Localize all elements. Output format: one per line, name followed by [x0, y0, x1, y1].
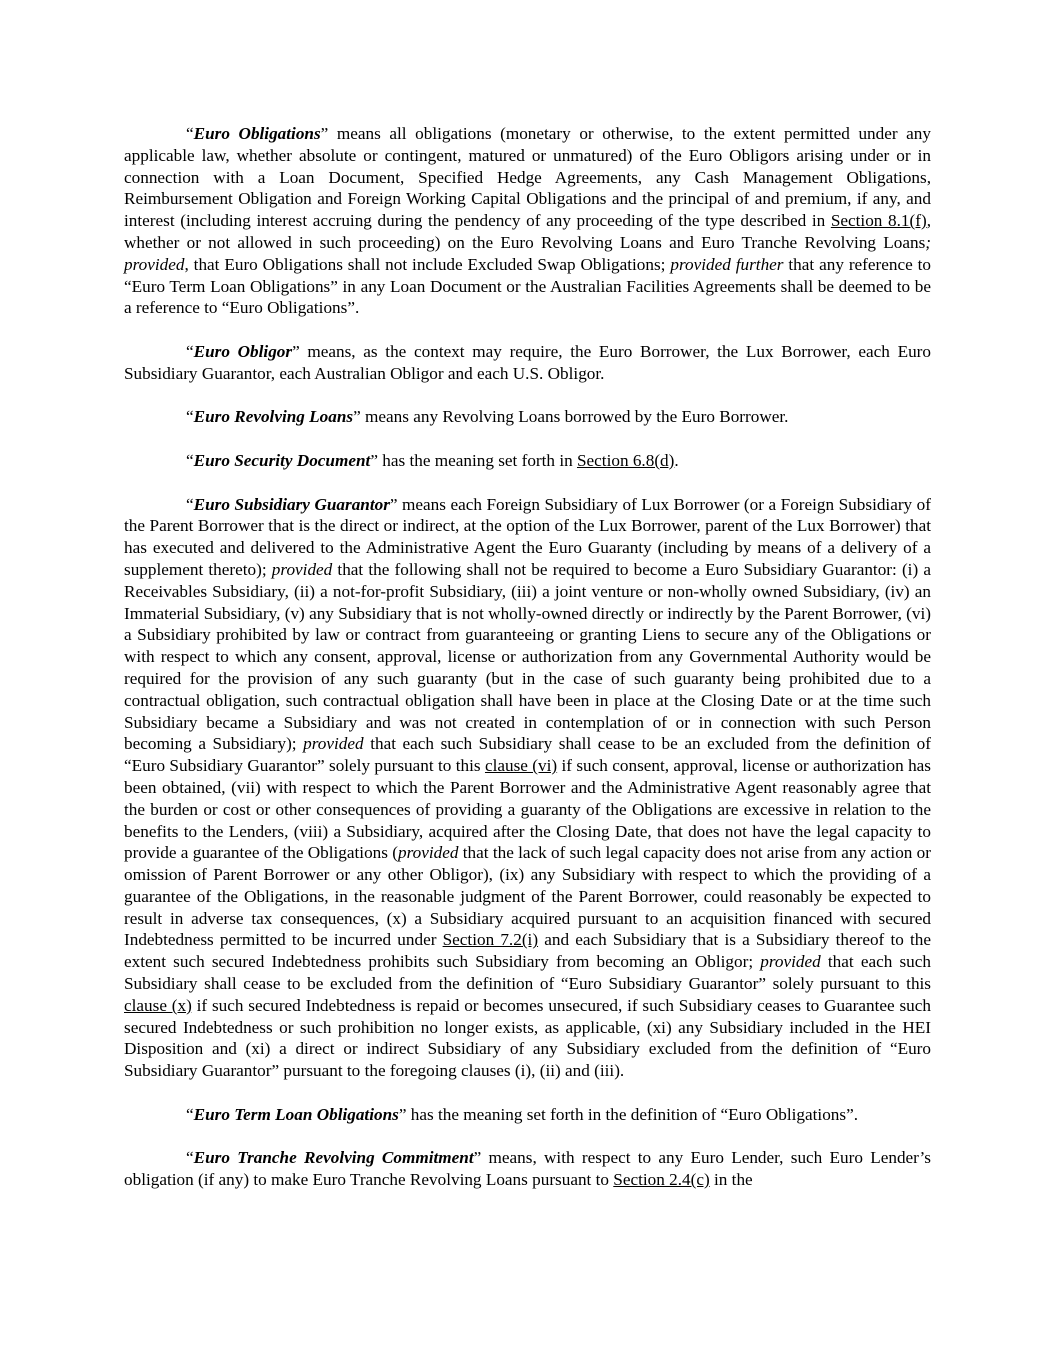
- definition-text: that any reference to “Euro Term Loan Obligations” in any Loan Document or the Australian Facilities Agreements shall be deemed to be a reference to “Euro Obligations”.: [124, 254, 932, 318]
- proviso-text: provided: [397, 843, 459, 863]
- clause-reference: clause (x): [124, 995, 192, 1015]
- definition-text: and each Subsidiary that is a Subsidiary thereof to the extent such secured Indebtedness prohibits such Subsidiary from becoming an Obligor;: [124, 930, 931, 972]
- defined-term: Euro Obligor: [193, 341, 293, 361]
- definition-text: if such consent, approval, license or authorization has been obtained, (vii) with respect to which the Parent Borrower and the Administrative Agent reasonably agree that the burden or cost or other consequences of providing a guaranty of the Obligations are excessive in relation to the benefits to the Lenders, (viii) a Subsidiary, acquired after the Closing Date, that does not have the legal capacity to provide a guarantee of the Obligations (: [124, 756, 931, 863]
- proviso-text: provided: [303, 734, 364, 754]
- definition-text: .: [674, 450, 679, 470]
- definition-text: ” has the meaning set forth in: [370, 450, 577, 470]
- proviso-text: ; provided: [124, 232, 931, 274]
- definition-euro-term-loan-obligations: “Euro Term Loan Obligations” has the meaning set forth in the definition of “Euro Obligations”.: [186, 1104, 858, 1124]
- defined-term: Euro Subsidiary Guarantor: [193, 494, 390, 514]
- definition-text: that the following shall not be required to become a Euro Subsidiary Guarantor: (i) a Receivables Subsidiary, (ii) a not-for-profit Subsidiary, (iii) a joint venture or non-wholly owned Subsidiary, (iv) an Immaterial Subsidiary, (v) any Subsidiary that is not wholly-owned directly or indirectly by the Parent Borrower, (vi) a Subsidiary prohibited by law or contract from guaranteeing or granting Liens to secure any of the Obligations or with respect to which any consent, approval, license or authorization from any Governmental Authority would be required for the provision of any such guaranty (but in the case of such guaranty being prohibited due to a contractual obligation, such contractual obligation shall have been in place at the Closing Date or at the time such Subsidiary became a Subsidiary and was not created in contemplation of or in connection with such Person becoming a Subsidiary);: [124, 559, 931, 754]
- defined-term: Euro Term Loan Obligations: [193, 1104, 399, 1124]
- section-reference: Section 2.4(c): [613, 1170, 710, 1190]
- definition-euro-security-document: “Euro Security Document” has the meaning set forth in Section 6.8(d).: [186, 450, 679, 470]
- definition-text: , that Euro Obligations shall not include Excluded Swap Obligations;: [184, 254, 671, 274]
- definition-euro-tranche-revolving-commitment: “Euro Tranche Revolving Commitment” means, with respect to any Euro Lender, such Euro Lender’s obligation (if any) to make Euro Tranche Revolving Loans pursuant to Section 2.4(c) in the: [124, 1148, 931, 1190]
- section-reference: Section 8.1(f): [830, 211, 927, 231]
- defined-term: Euro Obligations: [193, 124, 321, 143]
- clause-reference: clause (vi): [484, 756, 558, 776]
- document-page: [124, 123, 931, 1213]
- definition-euro-subsidiary-guarantor: “Euro Subsidiary Guarantor” means each Foreign Subsidiary of Lux Borrower (or a Foreign Subsidiary of the Parent Borrower that is the direct or indirect, at the option of the Lux Borrower, parent of the Lux Borrower) that has executed and delivered to the Administrative Agent the Euro Guaranty (including by means of a delivery of a supplement thereto); provided that the following shall not be required to become a Euro Subsidiary Guarantor: (i) a Receivables Subsidiary, (ii) a not-for-profit Subsidiary, (iii) a joint venture or non-wholly owned Subsidiary, (iv) an Immaterial Subsidiary, (v) any Subsidiary that is not wholly-owned directly or indirectly by the Parent Borrower, (vi) a Subsidiary prohibited by law or contract from guaranteeing or granting Liens to secure any of the Obligations or with respect to which any consent, approval, license or authorization from any Governmental Authority would be required for the provision of any such guaranty (but in the case of such guaranty being prohibited due to a contractual obligation, such contractual obligation shall have been in place at the Closing Date or at the time such Subsidiary became a Subsidiary and was not created in contemplation of or in connection with such Person becoming a Subsidiary); provided that each such Subsidiary shall cease to be an excluded from the definition of “Euro Subsidiary Guarantor” solely pursuant to this clause (vi) if such consent, approval, license or authorization has been obtained, (vii) with respect to which the Parent Borrower and the Administrative Agent reasonably agree that the burden or cost or other consequences of providing a guaranty of the Obligations are excessive in relation to the benefits to the Lenders, (viii) a Subsidiary, acquired after the Closing Date, that does not have the legal capacity to provide a guarantee of the Obligations (provided that the lack of such legal capacity does not arise from any action or omission of Parent Borrower or any other Obligor), (ix) any Subsidiary with respect to which the providing of a guarantee of the Obligations, in the reasonable judgment of the Parent Borrower, could reasonably be expected to result in adverse tax consequences, (x) a Subsidiary acquired pursuant to an acquisition financed with secured Indebtedness permitted to be incurred under Section 7.2(i) and each Subsidiary that is a Subsidiary thereof to the extent such secured Indebtedness prohibits such Subsidiary from becoming an Obligor; provided that each such Subsidiary shall cease to be excluded from the definition of “Euro Subsidiary Guarantor” solely pursuant to this clause (x) if such secured Indebtedness is repaid or becomes unsecured, if such Subsidiary ceases to Guarantee such secured Indebtedness or such prohibition no longer exists, as applicable, (xi) any Subsidiary included in the HEI Disposition and (xi) a direct or indirect Subsidiary of any Subsidiary excluded from the definition of “Euro Subsidiary Guarantor” pursuant to the foregoing clauses (i), (ii) and (iii).: [124, 494, 931, 1081]
- definition-text: , whether or not allowed in such proceeding) on the Euro Revolving Loans and Euro Tranche Revolving Loans: [124, 211, 931, 252]
- definition-text: ” means each Foreign Subsidiary of Lux Borrower (or a Foreign Subsidiary of the Parent Borrower that is the direct or indirect, at the option of the Lux Borrower, parent of the Lux Borrower) that has executed and delivered to the Administrative Agent the Euro Guaranty (including by means of a delivery of a supplement thereto);: [124, 494, 931, 579]
- defined-term: Euro Revolving Loans: [193, 407, 354, 427]
- definition-euro-revolving-loans: “Euro Revolving Loans” means any Revolving Loans borrowed by the Euro Borrower.: [186, 407, 789, 427]
- definition-text: ” means all obligations (monetary or otherwise, to the extent permitted under any applicable law, whether absolute or contingent, matured or unmatured) of the Euro Obligors arising under or in connection with a Loan Document, Specified Hedge Agreements, any Cash Management Obligations, Reimbursement Obligation and Foreign Working Capital Obligations and the principal of and premium, if any, and interest (including interest accruing during the pendency of any proceeding of the type described in: [124, 124, 931, 231]
- definition-text: ” has the meaning set forth in the definition of “Euro Obligations”.: [398, 1104, 858, 1124]
- definition-text: if such secured Indebtedness is repaid or becomes unsecured, if such Subsidiary ceases to Guarantee such secured Indebtedness or such prohibition no longer exists, as applicable, (xi) any Subsidiary included in the HEI Disposition and (xi) a direct or indirect Subsidiary of any Subsidiary excluded from the definition of “Euro Subsidiary Guarantor” pursuant to the foregoing clauses (i), (ii) and (iii).: [124, 995, 931, 1081]
- definition-text: that each such Subsidiary shall cease to be excluded from the definition of “Euro Subsidiary Guarantor” solely pursuant to this: [124, 952, 931, 994]
- defined-term: Euro Security Document: [193, 450, 371, 470]
- definition-text: ” means, as the context may require, the Euro Borrower, the Lux Borrower, each Euro Subsidiary Guarantor, each Australian Obligor and each U.S. Obligor.: [124, 341, 931, 383]
- definition-text: in the: [709, 1170, 753, 1190]
- definition-text: that the lack of such legal capacity does not arise from any action or omission of Parent Borrower or any other Obligor), (ix) any Subsidiary with respect to which the providing of a guarantee of the Obligations, in the reasonable judgment of the Parent Borrower, could reasonably be expected to result in adverse tax consequences, (x) a Subsidiary acquired pursuant to an acquisition financed with secured Indebtedness permitted to be incurred under: [124, 843, 931, 950]
- section-reference: Section 7.2(i): [442, 930, 539, 950]
- proviso-text: provided: [271, 559, 333, 579]
- definition-euro-obligations: “Euro Obligations” means all obligations (monetary or otherwise, to the extent permitted under any applicable law, whether absolute or contingent, matured or unmatured) of the Euro Obligors arising under or in connection with a Loan Document, Specified Hedge Agreements, any Cash Management Obligations, Reimbursement Obligation and Foreign Working Capital Obligations and the principal of and premium, if any, and interest (including interest accruing during the pendency of any proceeding of the type described in Section 8.1(f), whether or not allowed in such proceeding) on the Euro Revolving Loans and Euro Tranche Revolving Loans; provided, that Euro Obligations shall not include Excluded Swap Obligations; provided further that any reference to “Euro Term Loan Obligations” in any Loan Document or the Australian Facilities Agreements shall be deemed to be a reference to “Euro Obligations”.: [124, 124, 932, 318]
- proviso-text: provided further: [670, 254, 784, 274]
- definition-text: ” means any Revolving Loans borrowed by the Euro Borrower.: [353, 407, 789, 427]
- definition-euro-obligor: “Euro Obligor” means, as the context may require, the Euro Borrower, the Lux Borrower, each Euro Subsidiary Guarantor, each Australian Obligor and each U.S. Obligor.: [124, 341, 931, 383]
- defined-term: Euro Tranche Revolving Commitment: [193, 1148, 474, 1168]
- definition-text: that each such Subsidiary shall cease to be an excluded from the definition of “Euro Subsidiary Guarantor” solely pursuant to this: [124, 734, 931, 776]
- proviso-text: provided: [760, 952, 821, 972]
- definition-text: ” means, with respect to any Euro Lender, such Euro Lender’s obligation (if any) to make Euro Tranche Revolving Loans pursuant to: [124, 1148, 931, 1190]
- section-reference: Section 6.8(d): [576, 450, 675, 470]
